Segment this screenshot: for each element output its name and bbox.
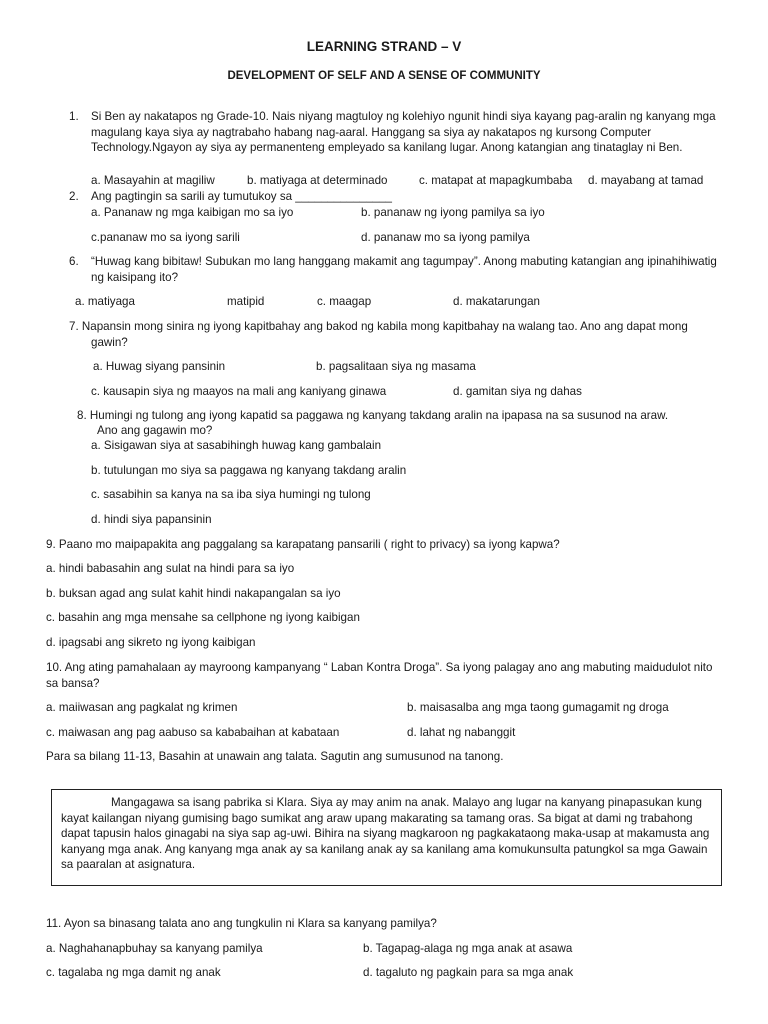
- question-1-text: Si Ben ay nakatapos ng Grade-10. Nais niyang magtuloy ng kolehiyo ngunit hindi siya kayang pag-aralin ng kanyang mga magulang kaya siya ay nagtrabaho habang nag-aaral. Hanggang sa siya ay nakatapos ng kursong Computer Technology.Ngayon ay siya ay permanenteng empleyado sa kanilang lugar. Anong katangian ang tinataglay ni Ben.: [91, 110, 716, 154]
- question-6-option-a[interactable]: a. matiyaga: [75, 295, 135, 308]
- question-2-text: Ang pagtingin sa sarili ay tumutukoy sa _______________: [91, 190, 393, 203]
- question-8-option-c[interactable]: c. sasabihin sa kanya na sa iba siya humingi ng tulong: [91, 488, 371, 501]
- question-2-number: 2.: [69, 190, 79, 203]
- question-11-option-a[interactable]: a. Naghahanapbuhay sa kanyang pamilya: [46, 942, 263, 955]
- question-8-text: 8. Humingi ng tulong ang iyong kapatid sa paggawa ng kanyang takdang aralin na ipapasa na sa susunod na araw.: [77, 409, 669, 422]
- question-1-option-a[interactable]: a. Masayahin at magiliw: [91, 174, 215, 187]
- question-11-option-d[interactable]: d. tagaluto ng pagkain para sa mga anak: [363, 966, 574, 979]
- question-8-option-d[interactable]: d. hindi siya papansinin: [91, 513, 212, 526]
- question-9-option-a[interactable]: a. hindi babasahin ang sulat na hindi para sa iyo: [46, 562, 295, 575]
- question-6-option-b[interactable]: matipid: [227, 295, 265, 308]
- page-subtitle: DEVELOPMENT OF SELF AND A SENSE OF COMMUNITY: [227, 70, 541, 82]
- question-9-option-c[interactable]: c. basahin ang mga mensahe sa cellphone ng iyong kaibigan: [46, 611, 360, 624]
- reading-passage-text: Mangagawa sa isang pabrika si Klara. Siya ay may anim na anak. Malayo ang lugar na kanyang pinapasukan kung kayat kailangan niyang gumising bago sumikat ang araw upang makarating sa tamang oras. Sa bigat at dami ng trabahong dapat tapusin halos ginagabi na siya sap ag-uwi. Bihira na siyang magkaroon ng pagkakataong maka-usap at makamusta ang kanyang mga anak. Ang kanyang mga anak ay sa kanilang anak ay sa kanilang ama komukunsulta patungkol sa mga Gawain sa paaralan at asignatura.: [61, 796, 710, 871]
- question-7-option-c[interactable]: c. kausapin siya ng maayos na mali ang kaniyang ginawa: [91, 385, 387, 398]
- question-1-option-c[interactable]: c. matapat at mapagkumbaba: [419, 174, 573, 187]
- question-9-option-d[interactable]: d. ipagsabi ang sikreto ng iyong kaibigan: [46, 636, 256, 649]
- question-1-option-b[interactable]: b. matiyaga at determinado: [247, 174, 388, 187]
- question-6-option-c[interactable]: c. maagap: [317, 295, 372, 308]
- reading-passage-box: [51, 789, 722, 886]
- reading-instruction: Para sa bilang 11-13, Basahin at unawain ang talata. Sagutin ang sumusunod na tanong.: [46, 750, 504, 763]
- question-7-text: 7. Napansin mong sinira ng iyong kapitbahay ang bakod ng kabila mong kapitbahay na walang tao. Ano ang dapat mong gawin?: [69, 320, 688, 349]
- question-10-option-a[interactable]: a. maiiwasan ang pagkalat ng krimen: [46, 701, 238, 714]
- question-6-option-d[interactable]: d. makatarungan: [453, 295, 541, 308]
- question-9-option-b[interactable]: b. buksan agad ang sulat kahit hindi nakapangalan sa iyo: [46, 587, 341, 600]
- question-2-option-d[interactable]: d. pananaw mo sa iyong pamilya: [361, 231, 530, 244]
- question-7-option-b[interactable]: b. pagsalitaan siya ng masama: [316, 360, 476, 373]
- question-2-option-c[interactable]: c.pananaw mo sa iyong sarili: [91, 231, 240, 244]
- question-10-option-c[interactable]: c. maiwasan ang pag aabuso sa kababaihan at kabataan: [46, 726, 340, 739]
- question-2-option-b[interactable]: b. pananaw ng iyong pamilya sa iyo: [361, 206, 545, 219]
- question-8-option-a[interactable]: a. Sisigawan siya at sasabihingh huwag kang gambalain: [91, 439, 382, 452]
- question-10-option-d[interactable]: d. lahat ng nabanggit: [407, 726, 516, 739]
- question-11-text: 11. Ayon sa binasang talata ano ang tungkulin ni Klara sa kanyang pamilya?: [46, 917, 437, 930]
- question-7-option-a[interactable]: a. Huwag siyang pansinin: [93, 360, 226, 373]
- question-1-option-d[interactable]: d. mayabang at tamad: [588, 174, 704, 187]
- question-10-option-b[interactable]: b. maisasalba ang mga taong gumagamit ng droga: [407, 701, 669, 714]
- question-10-text: 10. Ang ating pamahalaan ay mayroong kampanyang “ Laban Kontra Droga”. Sa iyong palagay ano ang mabuting maidudulot nito sa bansa?: [46, 661, 713, 690]
- question-7-option-d[interactable]: d. gamitan siya ng dahas: [453, 385, 582, 398]
- question-9-text: 9. Paano mo maipapakita ang paggalang sa karapatang pansarili ( right to privacy) sa iyong kapwa?: [46, 538, 560, 551]
- question-2-option-a[interactable]: a. Pananaw ng mga kaibigan mo sa iyo: [91, 206, 294, 219]
- question-11-option-c[interactable]: c. tagalaba ng mga damit ng anak: [46, 966, 221, 979]
- page-title: LEARNING STRAND – V: [306, 39, 462, 54]
- question-8-option-b[interactable]: b. tutulungan mo siya sa paggawa ng kanyang takdang aralin: [91, 464, 407, 477]
- question-6-text: “Huwag kang bibitaw! Subukan mo lang hanggang makamit ang tagumpay”. Anong mabuting katangian ang ipinahihiwatig ng kaisipang ito?: [91, 255, 717, 284]
- question-8-text-continued: Ano ang gagawin mo?: [97, 424, 213, 437]
- question-6-number: 6.: [69, 255, 79, 268]
- question-11-option-b[interactable]: b. Tagapag-alaga ng mga anak at asawa: [363, 942, 573, 955]
- question-1-number: 1.: [69, 110, 79, 123]
